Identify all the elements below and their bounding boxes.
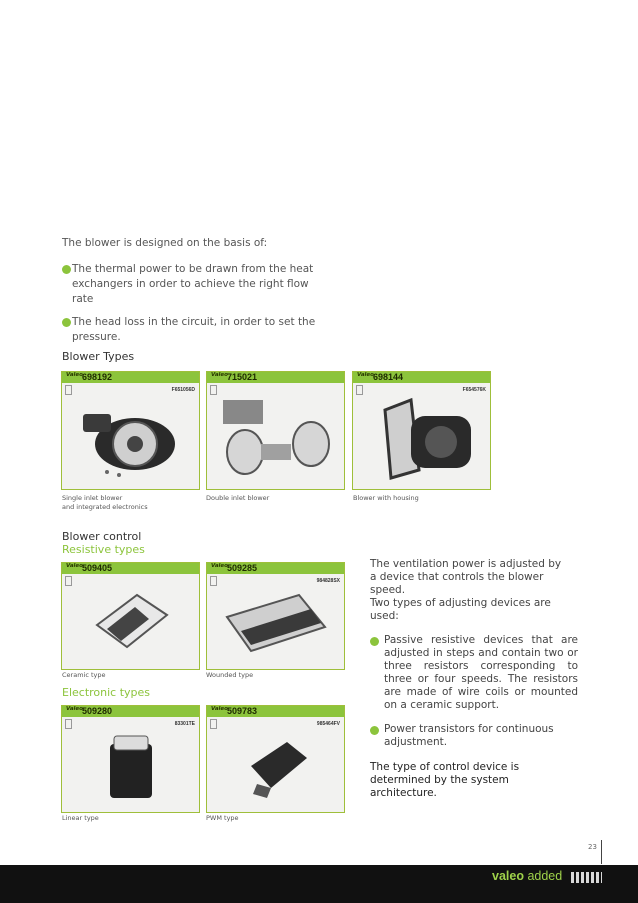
blower-types-heading: Blower Types xyxy=(62,350,135,363)
badge-icon xyxy=(65,719,72,729)
desc-line-1: The ventilation power is adjusted by xyxy=(370,558,562,570)
badge-icon xyxy=(356,385,363,395)
ceramic-resistor-image xyxy=(87,585,177,660)
bullet-dot-icon xyxy=(62,318,71,327)
caption-double-inlet: Double inlet blower xyxy=(206,494,270,502)
caption-linear: Linear type xyxy=(62,814,99,822)
badge-icon xyxy=(65,385,72,395)
product-number: 509783 xyxy=(227,706,258,716)
intro-text xyxy=(62,236,332,345)
bullet-dot-icon xyxy=(370,726,379,735)
desc-bullet-2: Power transistors for continuous adjustment. xyxy=(370,723,578,749)
valeo-logo: Valeo xyxy=(66,563,83,569)
badge-icon xyxy=(210,719,217,729)
resistive-types-heading: Resistive types xyxy=(62,543,145,556)
intro-lead: The blower is designed on the basis of: xyxy=(62,237,268,249)
badge-icon xyxy=(210,576,217,586)
product-card-509783 xyxy=(206,705,345,813)
single-inlet-blower-image xyxy=(77,392,187,482)
valeo-logo: Valeo xyxy=(211,706,228,712)
product-card-698144 xyxy=(352,371,491,490)
product-ref: 83301TE xyxy=(174,721,195,727)
valeo-logo: Valeo xyxy=(66,372,83,378)
caption-pwm: PWM type xyxy=(206,814,239,822)
caption-wounded: Wounded type xyxy=(206,671,254,679)
badge-icon xyxy=(65,576,72,586)
product-number: 509285 xyxy=(227,563,258,573)
product-ref: 984828SX xyxy=(316,578,340,584)
valeo-logo: Valeo xyxy=(211,372,228,378)
caption-ceramic: Ceramic type xyxy=(62,671,106,679)
desc-line-2: a device that controls the blower speed. xyxy=(370,571,544,596)
product-card-698192 xyxy=(61,371,200,490)
blower-with-housing-image xyxy=(371,390,481,485)
product-card-715021 xyxy=(206,371,345,490)
product-number: 509280 xyxy=(82,706,113,716)
valeo-logo: Valeo xyxy=(66,706,83,712)
electronic-types-heading: Electronic types xyxy=(62,686,151,699)
product-ref: F651056D xyxy=(171,387,195,393)
pwm-controller-image xyxy=(237,728,317,806)
valeo-logo: Valeo xyxy=(211,563,228,569)
double-inlet-blower-image xyxy=(217,394,335,484)
blower-control-heading: Blower control xyxy=(62,530,142,543)
product-ref: F654576K xyxy=(462,387,486,393)
product-number: 715021 xyxy=(227,372,258,382)
product-card-509405 xyxy=(61,562,200,670)
page-number: 23 xyxy=(588,843,597,851)
product-card-509280 xyxy=(61,705,200,813)
desc-line-3: Two types of adjusting devices are used: xyxy=(370,597,551,622)
caption-with-housing: Blower with housing xyxy=(353,494,419,502)
bullet-dot-icon xyxy=(370,637,379,646)
control-description xyxy=(370,558,578,800)
brand-stripes-icon xyxy=(571,872,602,883)
product-card-509285 xyxy=(206,562,345,670)
caption-single-inlet: Single inlet blower and integrated electronics xyxy=(62,494,148,511)
product-ref: 985464FV xyxy=(316,721,340,727)
wounded-resistor-image xyxy=(221,587,333,663)
desc-conclusion: The type of control device is determined by the system architecture. xyxy=(370,761,520,799)
badge-icon xyxy=(210,385,217,395)
product-number: 509405 xyxy=(82,563,113,573)
bullet-dot-icon xyxy=(62,265,71,274)
intro-bullet-2: The head loss in the circuit, in order to set the pressure. xyxy=(62,315,332,345)
product-number: 698192 xyxy=(82,372,113,382)
brand-logo: valeo added xyxy=(492,869,563,883)
desc-bullet-1: Passive resistive devices that are adjusted in steps and contain two or three resistors corresponding to three or four speeds. The resistors are made of wire coils or mounted on a ceramic support. xyxy=(370,634,578,712)
product-number: 698144 xyxy=(373,372,404,382)
page-divider xyxy=(601,840,602,864)
valeo-logo: Valeo xyxy=(357,372,374,378)
linear-controller-image xyxy=(102,730,162,808)
intro-bullet-1: The thermal power to be drawn from the heat exchangers in order to achieve the right flow rate xyxy=(62,262,332,307)
